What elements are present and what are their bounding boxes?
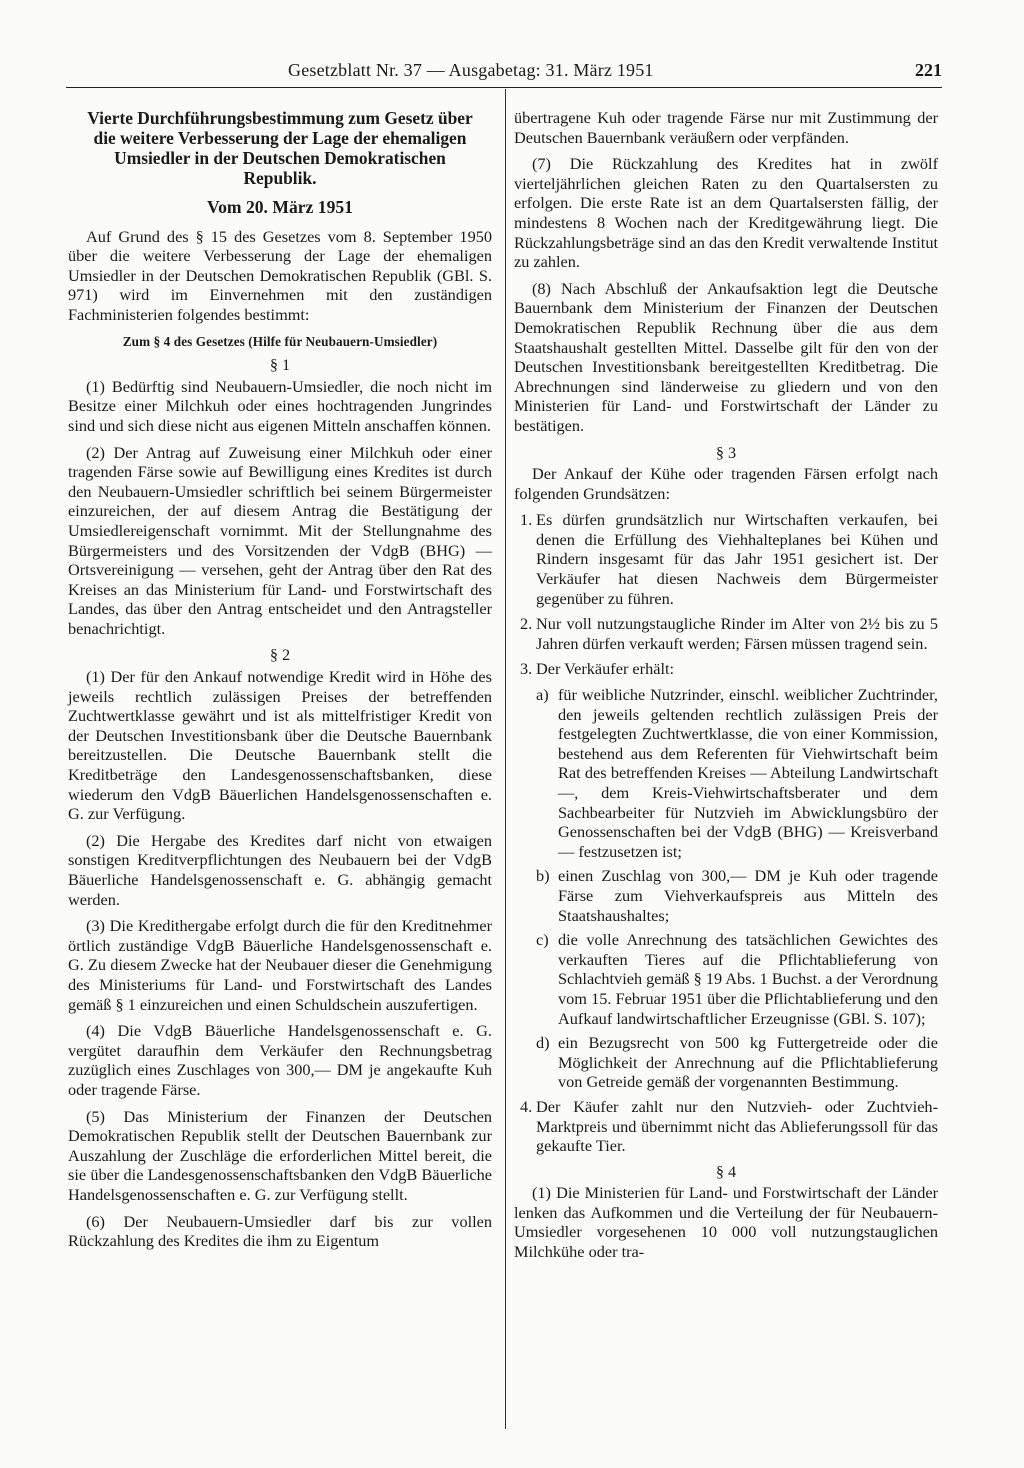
page-header — [66, 60, 942, 86]
list-item-number: 4. — [520, 1096, 533, 1116]
right-column — [514, 108, 938, 1269]
column-divider — [505, 89, 506, 1429]
paragraph-3-intro: Der Ankauf der Kühe oder tragenden Färsen erfolgt nach folgenden Grundsätzen: — [514, 464, 938, 503]
sub-list-item-text: ein Bezugsrecht von 500 kg Futtergetreide oder die Möglichkeit der Anrechnung auf die Pflichtablieferung von Getreide gemäß der vorgenannten Bestimmung. — [558, 1033, 938, 1092]
list-item — [514, 1097, 938, 1156]
list-item-number: 1. — [520, 510, 533, 530]
paragraph-2-clause-7: (7) Die Rückzahlung des Kredites hat in zwölf vierteljährlichen gleichen Raten zu den Quartalsersten zu erfolgen. Die erste Rate ist an dem Quartalsersten fällig, der mindestens 8 Wochen nach der Kreditgewährung liegt. Die Rückzahlungsbeträge sind an das den Kredit verwaltende Institut zu zahlen. — [514, 154, 938, 272]
list-item-number: 3. — [520, 659, 533, 679]
sub-list-item-text: für weibliche Nutzrinder, einschl. weiblicher Zuchtrinder, den jeweils geltenden rechtlich zulässigen Preis der festgelegten Zuchtwertklasse, die von einer Kommission, bestehend aus dem Referenten für Viehwirtschaft beim Rat des betreffenden Kreises — Abteilung Landwirtschaft —, dem Kreis-Viehwirtschaftsberater und dem Sachbearbeiter für Nutzvieh im Abwicklungsbüro der Genossenschaften bei der VdgB (BHG) — Kreisverband — festzusetzen ist; — [558, 685, 938, 861]
sub-list-item-letter: b) — [536, 866, 550, 886]
sub-list-item-text: einen Zuschlag von 300,— DM je Kuh oder tragende Färse zum Viehverkaufspreis aus Mitteln des Staatshaushaltes; — [558, 866, 938, 925]
paragraph-4-clause-1: (1) Die Ministerien für Land- und Forstwirtschaft der Länder lenken das Aufkommen und die Verteilung der für Neubauern-Umsiedler vorgesehenen 10 000 voll nutzungstauglichen Milchkühe oder tra- — [514, 1183, 938, 1262]
paragraph-2-clause-5: (5) Das Ministerium der Finanzen der Deutschen Demokratischen Republik stellt der Deutschen Bauernbank zur Auszahlung der Zuschläge die erforderlichen Mittel bereit, die sie über die Landesgenossenschaftsbanken den VdgB Bäuerliche Handelsgenossenschaften e. G. zur Verfügung stellt. — [68, 1106, 492, 1204]
paragraph-2-clause-6: (6) Der Neubauern-Umsiedler darf bis zur vollen Rückzahlung des Kredites die ihm zu Eigentum — [68, 1211, 492, 1251]
sub-list-item — [514, 930, 938, 1028]
paragraph-1-label: § 1 — [269, 355, 291, 375]
paragraph-4-label: § 4 — [715, 1161, 737, 1181]
list-item-text: Der Käufer zahlt nur den Nutzvieh- oder Zuchtvieh-Marktpreis und übernimmt nicht das Ablieferungssoll für das gekaufte Tier. — [536, 1096, 938, 1156]
paragraph-2-clause-2: (2) Die Hergabe des Kredites darf nicht von etwaigen sonstigen Kreditverpflichtungen des Neubauern bei der VdgB Bäuerliche Handelsgenossenschaft e. G. abhängig gemacht werden. — [68, 830, 492, 909]
paragraph-2-clause-3: (3) Die Kredithergabe erfolgt durch die für den Kreditnehmer örtlich zuständige VdgB Bäuerliche Handelsgenossenschaft e. G. Zu diesem Zwecke hat der Neubauer dieser die Genehmigung des Ministeriums für Land- und Forstwirtschaft des Landes gemäß § 1 einzureichen und einen Schuldschein auszufertigen. — [68, 916, 492, 1014]
sub-list-item-letter: c) — [536, 930, 549, 950]
sub-list-item — [514, 866, 938, 925]
preamble: Auf Grund des § 15 des Gesetzes vom 8. September 1950 über die weitere Verbesserung der Lage der ehemaligen Umsiedler in der Deutschen Demokratischen Republik (GBl. S. 971) wird im Einvernehmen mit den zuständigen Fachministerien folgendes bestimmt: — [68, 226, 492, 324]
continuation-text: übertragene Kuh oder tragende Färse nur mit Zustimmung der Deutschen Bauernbank veräußern oder verpfänden. — [514, 108, 938, 147]
list-item — [514, 614, 938, 653]
list-item-text: Nur voll nutzungstaugliche Rinder im Alter von 2½ bis zu 5 Jahren dürfen verkauft werden; Färsen müssen tragend sein. — [536, 614, 938, 653]
paragraph-2-label: § 2 — [269, 645, 291, 665]
paragraph-3-label: § 3 — [715, 442, 737, 462]
left-column — [68, 108, 492, 1258]
list-item-number: 2. — [520, 614, 533, 634]
sub-list-item — [514, 685, 938, 861]
list-item — [514, 659, 938, 679]
section-heading: Zum § 4 des Gesetzes (Hilfe für Neubauern-Umsiedler) — [122, 333, 438, 349]
sub-list-item-text: die volle Anrechnung des tatsächlichen Gewichtes des verkauften Tieres auf die Pflichtablieferung von Schlachtvieh gemäß § 19 Abs. 1 Buchst. a der Verordnung vom 15. Februar 1951 über die Pflichtablieferung und den Aufkauf landwirtschaftlicher Erzeugnisse (GBl. S. 107); — [558, 930, 938, 1028]
paragraph-1-clause-1: (1) Bedürftig sind Neubauern-Umsiedler, die noch nicht im Besitze einer Milchkuh oder eines hochtragenden Jungrindes sind und sich diese nicht aus eigenen Mitteln anschaffen können. — [68, 376, 492, 435]
running-title: Gesetzblatt Nr. 37 — Ausgabetag: 31. März 1951 — [288, 60, 654, 80]
list-item-text: Es dürfen grundsätzlich nur Wirtschaften verkaufen, bei denen die Erfüllung des Viehhalteplanes bei Kühen und Rindern insgesamt für das Jahr 1951 gesichert ist. Der Verkäufer hat diesen Nachweis dem Bürgermeister gegenüber zu führen. — [536, 510, 938, 608]
list-item — [514, 510, 938, 608]
header-rule — [66, 87, 942, 88]
sub-list-item-letter: d) — [536, 1033, 550, 1053]
paragraph-2-clause-1: (1) Der für den Ankauf notwendige Kredit wird in Höhe des jeweils rechtlich zulässigen Preises der betreffenden Zuchtwertklasse gewährt und ist als mittelfristiger Kredit von der Deutschen Investitionsbank über die Deutsche Bauernbank bereitzustellen. Die Deutsche Bauernbank stellt die Kreditbeträge den Landesgenossenschaftsbanken, diese wiederum den VdgB Bäuerlichen Handelsgenossenschaften e. G. zur Verfügung. — [68, 667, 492, 824]
document-title: Vierte Durchführungsbestimmung zum Gesetz über die weitere Verbesserung der Lage der ehemaligen Umsiedler in der Deutschen Demokratischen Republik. — [87, 108, 473, 188]
paragraph-1-clause-2: (2) Der Antrag auf Zuweisung einer Milchkuh oder einer tragenden Färse sowie auf Bewilligung eines Kredites ist durch den Neubauern-Umsiedler schriftlich bei seinem Bürgermeister einzureichen, der auf diesem Antrag die Bestätigung der Umsiedlereigenschaft vornimmt. Mit der Stellungnahme des Bürgermeisters und des Vorsitzenden der VdgB (BHG) — Ortsvereinigung — versehen, geht der Antrag über den Rat des Kreises an das Ministerium für Land- und Forstwirtschaft des Landes, das über den Antrag entscheidet und den Antragsteller benachrichtigt. — [68, 442, 492, 638]
document-date: Vom 20. März 1951 — [207, 197, 353, 217]
list-item-text: Der Verkäufer erhält: — [536, 659, 675, 679]
sub-list-item-letter: a) — [536, 685, 549, 705]
sub-list-item — [514, 1033, 938, 1092]
page-number: 221 — [915, 60, 942, 80]
paragraph-2-clause-8: (8) Nach Abschluß der Ankaufsaktion legt die Deutsche Bauernbank dem Ministerium der Finanzen der Deutschen Demokratischen Republik Rechnung über die aus dem Staatshaushalt gestellten Mittel. Dasselbe gilt für den von der Deutschen Investitionsbank bereitgestellten Kreditbetrag. Die Abrechnungen sind länderweise zu gliedern und von den Ministerien für Land- und Forstwirtschaft der Länder zu bestätigen. — [514, 278, 938, 435]
paragraph-2-clause-4: (4) Die VdgB Bäuerliche Handelsgenossenschaft e. G. vergütet daraufhin dem Verkäufer den Rechnungsbetrag zuzüglich eines Zuschlages von 300,— DM je angekaufte Kuh oder tragende Färse. — [68, 1021, 492, 1099]
